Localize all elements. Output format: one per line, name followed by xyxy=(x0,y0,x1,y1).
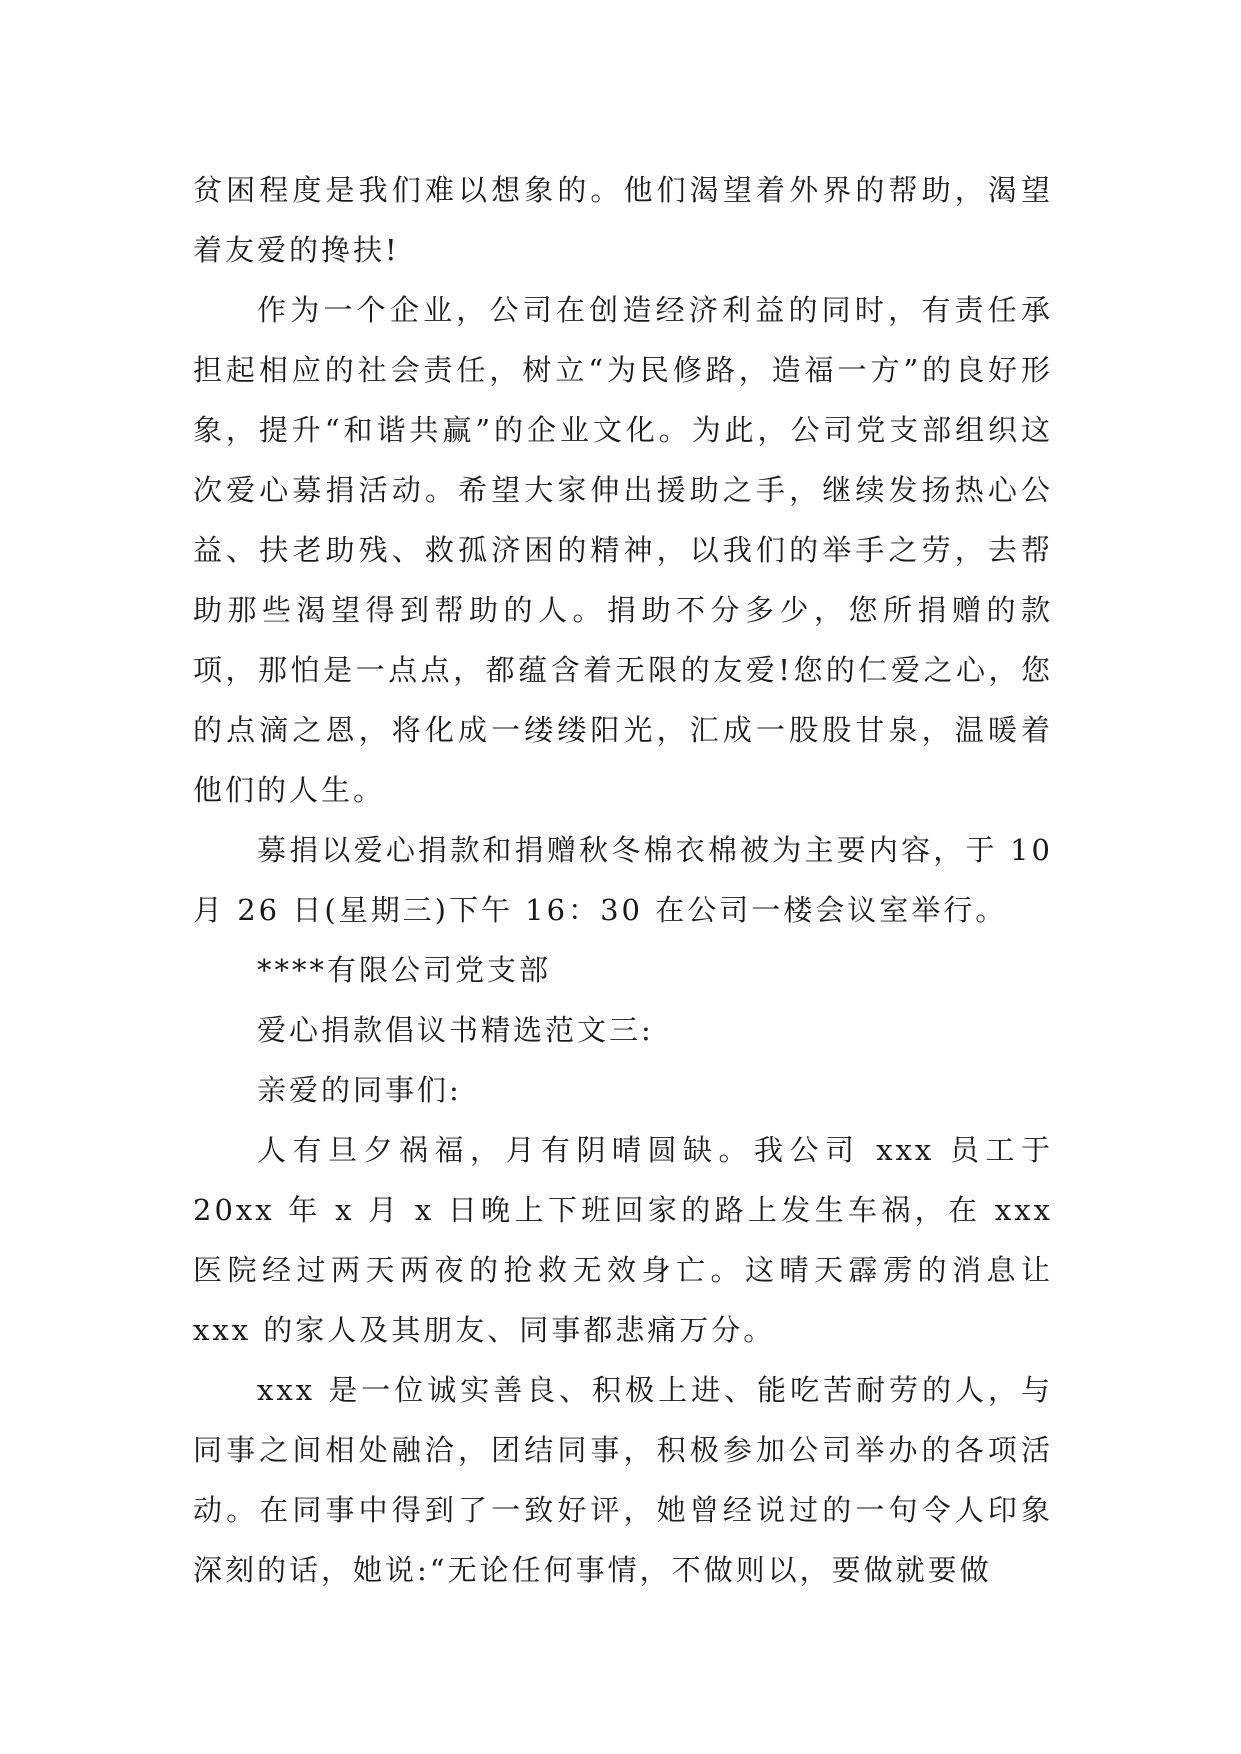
salutation: 亲爱的同事们: xyxy=(257,1073,462,1107)
document-body xyxy=(193,160,1053,1600)
paragraph-accident: 人有旦夕祸福，月有阴晴圆缺。我公司 xxx 员工于 20xx 年 x 月 x 日晚上下班回家的路上发生车祸，在 xxx 医院经过两天两夜的抢救无效身亡。这晴天霹雳的消息让 xxx 的家人及其朋友、同事都悲痛万分。 xyxy=(193,1133,1053,1347)
paragraph-continuation: 贫困程度是我们难以想象的。他们渴望着外界的帮助，渴望着友爱的搀扶! xyxy=(193,173,1053,267)
paragraph-character: xxx 是一位诚实善良、积极上进、能吃苦耐劳的人，与同事之间相处融洽，团结同事，积极参加公司举办的各项活动。在同事中得到了一致好评，她曾经说过的一句令人印象深刻的话，她说:“无论任何事情，不做则以，要做就要做 xyxy=(193,1373,1053,1587)
section-heading: 爱心捐款倡议书精选范文三: xyxy=(257,1013,654,1047)
signature-line: ****有限公司党支部 xyxy=(257,953,552,987)
paragraph-company-responsibility: 作为一个企业，公司在创造经济利益的同时，有责任承担起相应的社会责任，树立“为民修路，造福一方”的良好形象，提升“和谐共赢”的企业文化。为此，公司党支部组织这次爱心募捐活动。希望大家伸出援助之手，继续发扬热心公益、扶老助残、救孤济困的精神，以我们的举手之劳，去帮助那些渴望得到帮助的人。捐助不分多少，您所捐赠的款项，那怕是一点点，都蕴含着无限的友爱!您的仁爱之心，您的点滴之恩，将化成一缕缕阳光，汇成一股股甘泉，温暖着他们的人生。 xyxy=(193,293,1053,807)
paragraph-event-details: 募捐以爱心捐款和捐赠秋冬棉衣棉被为主要内容，于 10 月 26 日(星期三)下午 16：30 在公司一楼会议室举行。 xyxy=(193,833,1053,927)
